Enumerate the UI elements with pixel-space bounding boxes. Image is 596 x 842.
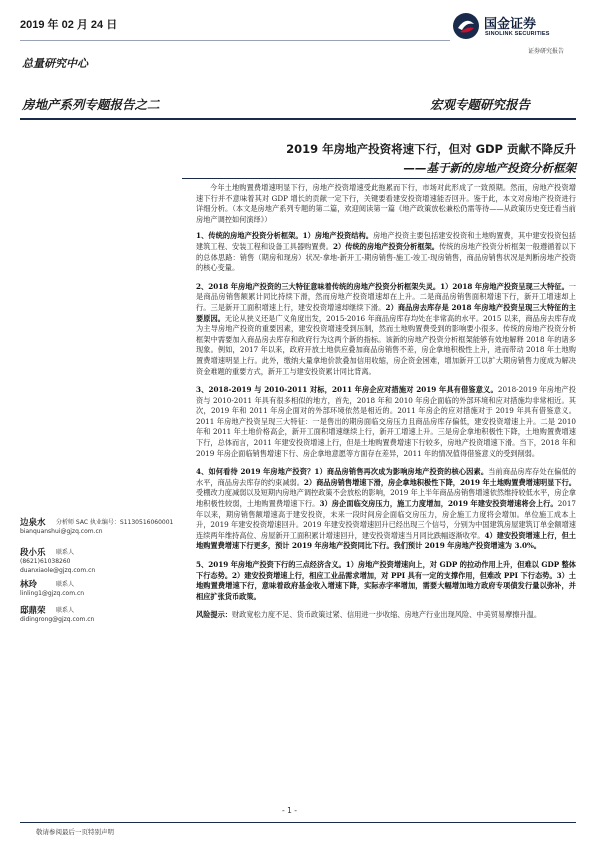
- section-5: [196, 560, 576, 602]
- title-divider: [182, 178, 576, 179]
- section-4-text-2: 受棚改力度减弱以及短期内房地产调控政策不会放松的影响，2019 年上半年商品房销售增速依然维持较低水平，房企拿地积极性较弱，土地购置费增速下行。: [196, 488, 576, 509]
- analyst-name: 段小乐: [20, 548, 46, 558]
- section-1-text-2: 传统的房地产投资分析框架一般遵循着以下的总体思路：销售（期房和现房）状况-拿地-新开工-期房销售-施工-竣工-现房销售，商品房销售状况是判断房地产投资的核心变量。: [196, 241, 576, 273]
- analyst-credential: 分析师 SAC 执业编号：S1130516060001: [56, 519, 174, 526]
- analyst-email[interactable]: linling1@gjzq.com.cn: [20, 590, 85, 597]
- logo-subtitle: 证券研究报告: [528, 48, 565, 55]
- analyst-role: 联系人: [56, 607, 75, 614]
- research-center: 总量研究中心: [22, 57, 88, 70]
- report-type: 宏观专题研究报告: [430, 97, 531, 112]
- section-2-subheading-2: 2）商品房去库存是 2018 年房地产投资呈现三大特征的主要原因。: [196, 302, 576, 323]
- section-3-text-1: 2018-2019 年房地产投资与 2010-2011 年具有很多相似的地方，首先，2018 年和 2010 年房企面临的外部环境和应对措施均非常相近。其次，2019 年和 2011 年房企面对的外部环境依然是相近的。2011 年房企的应对措施对于 2019 年具有借鉴意义。2011 年房地产投资呈现三大特征：一是售出的期房面临交房压力且商品房库存偏低，建安投资增速上升。二是 2010 年和 2011 年土地价格高企，新开工面积增速继续上行，新开工增速上升。三是房企拿地积极性下降，土地购置费增速下行，总体而言，2011 年建安投资增速上行，但是土地购置费增速下行较多，房地产投资增速下滑。当下，2018 年和 2019 年房企面临销售增速下行、房企拿地意愿等方面存在差异，2011 年的情况值得借鉴意义的受到削弱。: [196, 385, 576, 458]
- report-subtitle: ——基于新的房地产投资分析框架: [403, 161, 576, 175]
- analyst-email[interactable]: didingrong@gjzq.com.cn: [20, 616, 95, 623]
- report-title: 2019 年房地产投资将速下行，但对 GDP 贡献不降反升: [286, 142, 576, 156]
- analyst-email[interactable]: duanxiaole@gjzq.com.cn: [20, 567, 96, 574]
- footer-disclaimer[interactable]: 敬请参阅最后一页特别声明: [36, 828, 114, 836]
- analyst-name: 邸鼎荣: [20, 606, 46, 616]
- analyst-phone: (8621)61038260: [20, 558, 71, 565]
- section-2-text-2: 无论从狭义还是广义角度出发，2015-2016 年商品房库存均处在非常高的水平。2015 以来，商品房去库存成为主导房地产投资的重要因素，建安投资增速受到压制，然而土地购置费受到的影响要小很多。传统的房地产投资分析框架中需要加入商品房去库存和政府行为这两个新的指标。该新的房地产投资分析框架能够有效地解释 2018 年的诸多现象。例如，2017 年以来，政府开放土地供应叠加商品房销售不差，房企拿地积极性上升，进而带动 2018 年土地购置费增速明显上行。此外，缴纳大量拿地价款叠加信用收缩，房企资金困难，增加新开工以扩大期房销售力度成为解决资金难题的重要方式，新开工与建安投资累计同比背离。: [196, 313, 576, 376]
- analyst-role: 联系人: [56, 581, 75, 588]
- header-divider: [20, 40, 450, 41]
- section-3: [196, 385, 576, 459]
- series-title: 房地产系列专题报告之二: [22, 97, 160, 112]
- risk-label: 风险提示：: [196, 610, 232, 620]
- section-2-text-1: 一是商品房销售额累计同比持续下滑，然而房地产投资增速却在上升。二是商品房销售面积增速下行，新开工增速却上行。三是新开工面积增速上行，建安投资增速却继续下滑。: [196, 281, 576, 312]
- section-4-subheading-3: 3）房企面临交房压力，施工力度增加，2019 年建安投资增速将会上行。: [319, 499, 558, 509]
- report-date: 2019 年 02 月 24 日: [20, 19, 118, 31]
- intro-paragraph: 今年土地购置费增速明显下行，房地产投资增速受此拖累而下行，市场对此形成了一致预期。然而，房地产投资增速下行并不意味着其对 GDP 增长的贡献一定下行，关键要看建安投资增速能否回升。鉴于此，本文对房地产投资进行详细分析。（本文是房地产系列专题的第二篇，欢迎阅读第一篇《地产政策放松兼松仍需等待——从政策历史变迁看当前房地产调控如何演绎》）: [196, 183, 576, 224]
- section-divider: [20, 118, 576, 120]
- section-4: [196, 467, 576, 552]
- section-3-heading: 3、2018-2019 与 2010-2011 对标，2011 年房企应对措施对 2019 年具有借鉴意义。: [196, 385, 498, 395]
- analyst-email[interactable]: bianquanshui@gjzq.com.cn: [20, 528, 103, 535]
- section-4-text-1: 当前商品房库存处在偏低的水平，商品房去库存的约束减弱。: [196, 467, 576, 487]
- section-1-text-1: 房地产投资主要包括建安投资和土地购置费，其中建安投资包括建筑工程、安装工程和设备工具器购置费。: [196, 231, 576, 251]
- analyst-name: 林玲: [20, 580, 38, 590]
- section-1-heading: 1、传统的房地产投资分析框架。1）房地产投资结构。: [196, 231, 373, 241]
- section-2: [196, 282, 576, 377]
- section-4-subheading-2: 2）商品房销售增速下滑，房企拿地积极性下降，2019 年土地购置费增速明显下行。: [303, 477, 576, 487]
- analyst-name: 边泉水: [20, 518, 46, 528]
- company-logo: [452, 12, 578, 48]
- section-4-text-3: 2017 年以来，期房销售额增速高于建安投资，未来一段时间房企面临交房压力，房企施工力度将会增加。单位施工成本上升，2019 年建安投资增速回升。2019 年建安投资增速回升已经出现三个信号，分别为中国建筑房屋建筑订单金额增速连续两年维持高位、房屋新开工面积累计增速回升，建安投资增速当月同比跌幅逐渐收窄。: [196, 499, 576, 540]
- page-number: - 1 -: [282, 806, 297, 815]
- logo-mark-icon: [452, 12, 480, 40]
- footer-divider: [20, 822, 576, 823]
- section-4-heading: 4、如何看待 2019 年房地产投资？1）商品房销售再次成为影响房地产投资的核心因素。: [196, 467, 489, 477]
- logo-text-cn: 国金证券: [484, 17, 537, 32]
- risk-text: 财政宽松力度不足、货币政策过紧、信用进一步收缩、房地产行业出现风险、中美贸易摩擦升温。: [231, 610, 542, 620]
- section-4-subheading-4: 4）建安投资增速上行，但土地购置费增速下行更多，预计 2019 年房地产投资同比下行。我们预计 2019 年房地产投资增速为 3.0%。: [196, 530, 576, 551]
- logo-text-en: SINOLINK SECURITIES: [485, 31, 550, 37]
- risk-section: [196, 610, 576, 621]
- report-body: [196, 183, 576, 626]
- section-1-subheading-2: 2）传统的房地产投资分析框架。: [333, 241, 439, 251]
- section-1: [196, 231, 576, 273]
- section-5-heading: 5、2019 年房地产投资下行的三点经济含义。1）房地产投资增速向上，对 GDP 的拉动作用上升，但难以 GDP 整体下行态势。2）建安投资增速上行，相应工业品需求增加，对 PPI 具有一定的支撑作用，但难改 PPI 下行态势。3）土地购置费增速下行，意味着政府基金收入增速下降，实际赤字率增加，需要大幅增加地方政府专项债发行量以弥补，并相应扩张货币政策。: [196, 560, 576, 601]
- analyst-role: 联系人: [56, 549, 75, 556]
- section-2-heading: 2、2018 年房地产投资的三大特征意味着传统的房地产投资分析框架失灵。1）2018 年房地产投资呈现三大特征。: [196, 281, 569, 291]
